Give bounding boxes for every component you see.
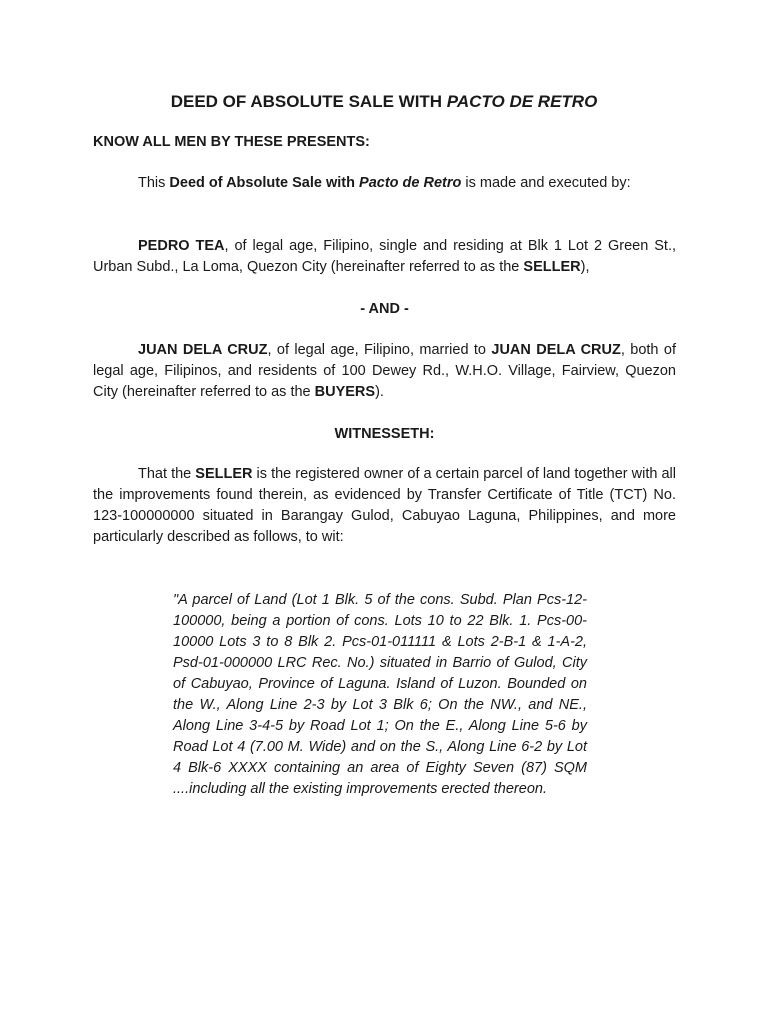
intro-heading [93, 132, 676, 153]
intro-text: KNOW ALL MEN BY THESE PRESENTS: [93, 134, 370, 150]
and-separator-text: - AND - [360, 301, 409, 317]
text-run: ), [580, 259, 590, 275]
witnesseth-heading [93, 424, 676, 445]
buyer-name: JUAN DELA CRUZ [138, 342, 268, 358]
and-separator [93, 299, 676, 320]
text-run: , of legal age, Filipino, married to [267, 342, 492, 358]
paragraph-seller [93, 236, 676, 278]
text-run: This [138, 175, 170, 191]
paragraph-ownership [93, 464, 676, 548]
bold-run: BUYERS [314, 384, 376, 400]
seller-name: PEDRO TEA [138, 238, 225, 254]
bold-run: SELLER [523, 259, 581, 275]
text-run: , both of legal age, Filipinos, and residents of 100 Dewey Rd., W.H.O. Village, Fairview, Quezon City (hereinafter referred to as the [93, 342, 676, 400]
bold-run: SELLER [195, 466, 253, 482]
title-text: DEED OF ABSOLUTE SALE WITH [170, 92, 447, 111]
paragraph-parties-intro [93, 173, 676, 194]
document-title [0, 90, 768, 114]
text-run: , of legal age, Filipino, single and residing at Blk 1 Lot 2 Green St., Urban Subd., La Loma, Quezon City (hereinafter referred to as the [93, 238, 677, 275]
title-italic-text: PACTO DE RETRO [446, 92, 598, 111]
text-run: ). [375, 384, 384, 400]
bold-run: Deed of Absolute Sale with [169, 175, 360, 191]
bold-italic-run: Pacto de Retro [359, 175, 462, 191]
witnesseth-text: WITNESSETH: [334, 426, 435, 442]
text-run: That the [138, 466, 196, 482]
text-run: is the registered owner of a certain parcel of land together with all the improvements found therein, as evidenced by Transfer Certificate of Title (TCT) No. 123-100000000 situated in Barangay Gulod, Cabuyao Laguna, Philippines, and more particularly described as follows, to wit: [93, 466, 677, 545]
paragraph-buyers [93, 340, 676, 403]
text-run: is made and executed by: [461, 175, 631, 191]
buyer-spouse-name: JUAN DELA CRUZ [491, 342, 621, 358]
property-description-quote: "A parcel of Land (Lot 1 Blk. 5 of the cons. Subd. Plan Pcs-12-100000, being a portion of cons. Lots 10 to 22 Blk. 1. Pcs-00-10000 Lots 3 to 8 Blk 2. Pcs-01-011111 & Lots 2-B-1 & 1-A-2, Psd-01-000000 LRC Rec. No.) situated in Barrio of Gulod, City of Cabuyao, Province of Laguna. Island of Luzon. Bounded on the W., Along Line 2-3 by Lot 3 Blk 6; On the NW., and NE., Along Line 3-4-5 by Road Lot 1; On the E., Along Line 5-6 by Road Lot 4 (7.00 M. Wide) and on the S., Along Line 6-2 by Lot 4 Blk-6 XXXX containing an area of Eighty Seven (87) SQM ....including all the existing improvements erected thereon. [173, 592, 587, 797]
